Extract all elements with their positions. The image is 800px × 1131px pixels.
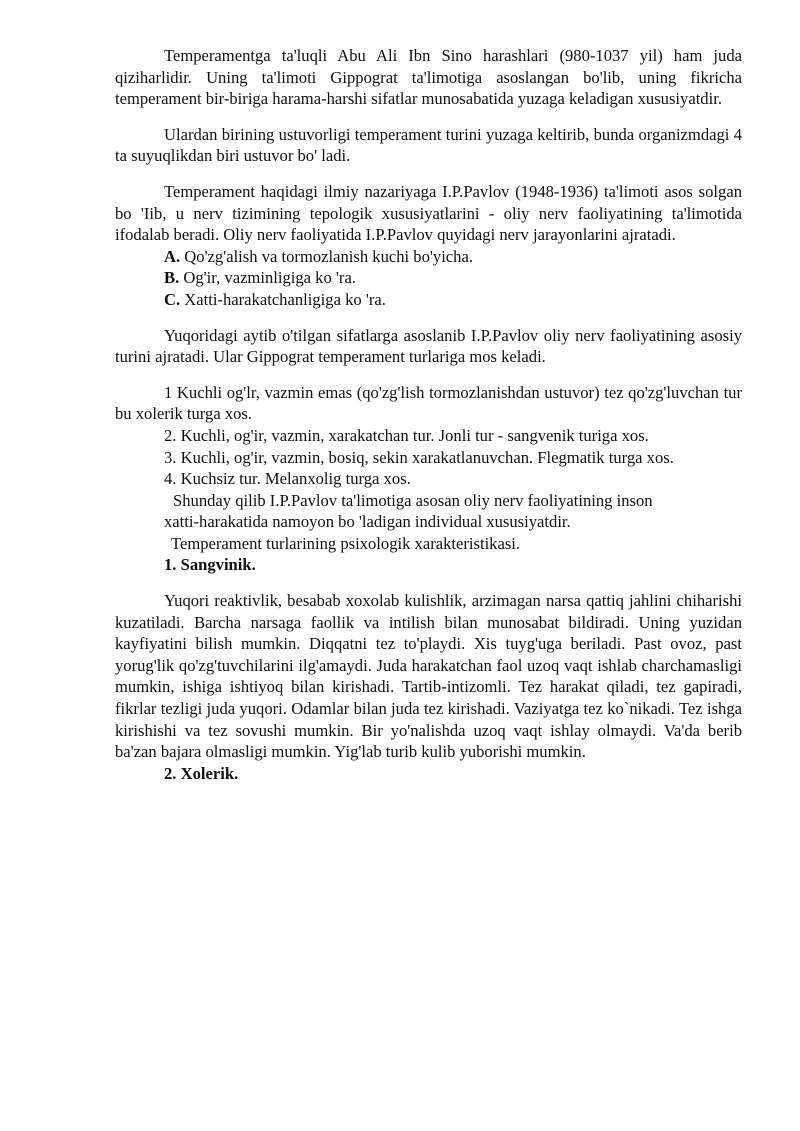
list-item-b (115, 267, 742, 289)
summary-line-1: Shunday qilib I.P.Pavlov ta'limotiga asosan oliy nerv faoliyatining inson (173, 490, 653, 510)
paragraph-ibn-sino: Temperamentga ta'luqli Abu Ali Ibn Sino harashlari (980-1037 yil) ham juda qiziharlidir. Uning ta'limoti Gippograt ta'limotiga asoslangan bo'lib, uning fikricha temperament bir-biriga harama-harshi sifatlar munosabatida yuzaga keladigan xususiyatdir. (115, 46, 742, 109)
list-item-type-3: 3. Kuchli, og'ir, vazmin, bosiq, sekin xarakatlanuvchan. Flegmatik turga xos. (164, 447, 674, 467)
list-item-b-letter: B. (164, 268, 180, 288)
document-page (115, 45, 742, 784)
section-title: Temperament turlarining psixologik xarakteristikasi. (171, 533, 521, 553)
list-item-a-text: Qo'zg'alish va tormozlanish kuchi bo'yicha. (180, 246, 473, 266)
heading-xolerik (115, 763, 742, 785)
list-item-c (115, 289, 742, 311)
heading-sangvinik-text: 1. Sangvinik. (164, 555, 256, 575)
paragraph-type-1: 1 Kuchli og'lr, vazmin emas (qo'zg'lish tormozlanishdan ustuvor) tez qo'zg'luvchan tur bu xolerik turga xos. (115, 382, 742, 424)
list-item-type-4: 4. Kuchsiz tur. Melanxolig turga xos. (164, 469, 411, 489)
heading-xolerik-text: 2. Xolerik. (164, 763, 239, 783)
list-item-a-letter: A. (164, 246, 181, 266)
heading-sangvinik (115, 554, 742, 576)
list-item-c-letter: C. (164, 289, 181, 309)
summary-line-2: xatti-harakatida namoyon bo 'ladigan individual xususiyatdir. (164, 512, 571, 532)
list-item-type-2: 2. Kuchli, og'ir, vazmin, xarakatchan tur. Jonli tur - sangvenik turiga xos. (164, 425, 649, 445)
list-item-c-text: Xatti-harakatchanligiga ko 'ra. (180, 289, 386, 309)
list-item-a (115, 246, 742, 268)
list-item-b-text: Og'ir, vazminligiga ko 'ra. (179, 268, 356, 288)
paragraph-pavlov-types: Yuqoridagi aytib o'tilgan sifatlarga asoslanib I.P.Pavlov oliy nerv faoliyatining asosiy turini ajratadi. Ular Gippograt temperament turlariga mos keladi. (115, 325, 742, 367)
paragraph-sangvinik: Yuqori reaktivlik, besabab xoxolab kulishlik, arzimagan narsa qattiq jahlini chiharishi kuzatiladi. Barcha narsaga faollik va intilish bilan munosabat bildiradi. Uning yuzidan kayfiyatini bilish mumkin. Diqqatni tez to'playdi. Xis tuyg'uga beriladi. Past ovoz, past yorug'lik qo'zg'tuvchilarini ilg'amaydi. Juda harakatchan faol uzoq vaqt ishlab charchamasligi mumkin, ishiga ishtiyoq bilan kirishadi. Tartib-intizomli. Tez harakat qiladi, tez gapiradi, fikrlar tezligi juda yuqori. Odamlar bilan juda tez kirishadi. Vaziyatga tez ko`nikadi. Tez ishga kirishishi va tez sovushi mumkin. Bir yo'nalishda uzoq vaqt ishlay olmaydi. Va'da berib ba'zan bajara olmasligi mumkin. Yig'lab turib kulib yuborishi mumkin. (115, 591, 742, 762)
paragraph-dominance: Ulardan birining ustuvorligi temperament turini yuzaga keltirib, bunda organizmdagi 4 ta suyuqlikdan biri ustuvor bo' ladi. (115, 124, 742, 166)
paragraph-pavlov: Temperament haqidagi ilmiy nazariyaga I.P.Pavlov (1948-1936) ta'limoti asos solgan bo 'Iib, u nerv tizimining tepologik xususiyatlarini - oliy nerv faoliyatining ta'limotida ifodalab beradi. Oliy nerv faoliyatida I.P.Pavlov quyidagi nerv jarayonlarini ajratadi. (115, 181, 742, 245)
